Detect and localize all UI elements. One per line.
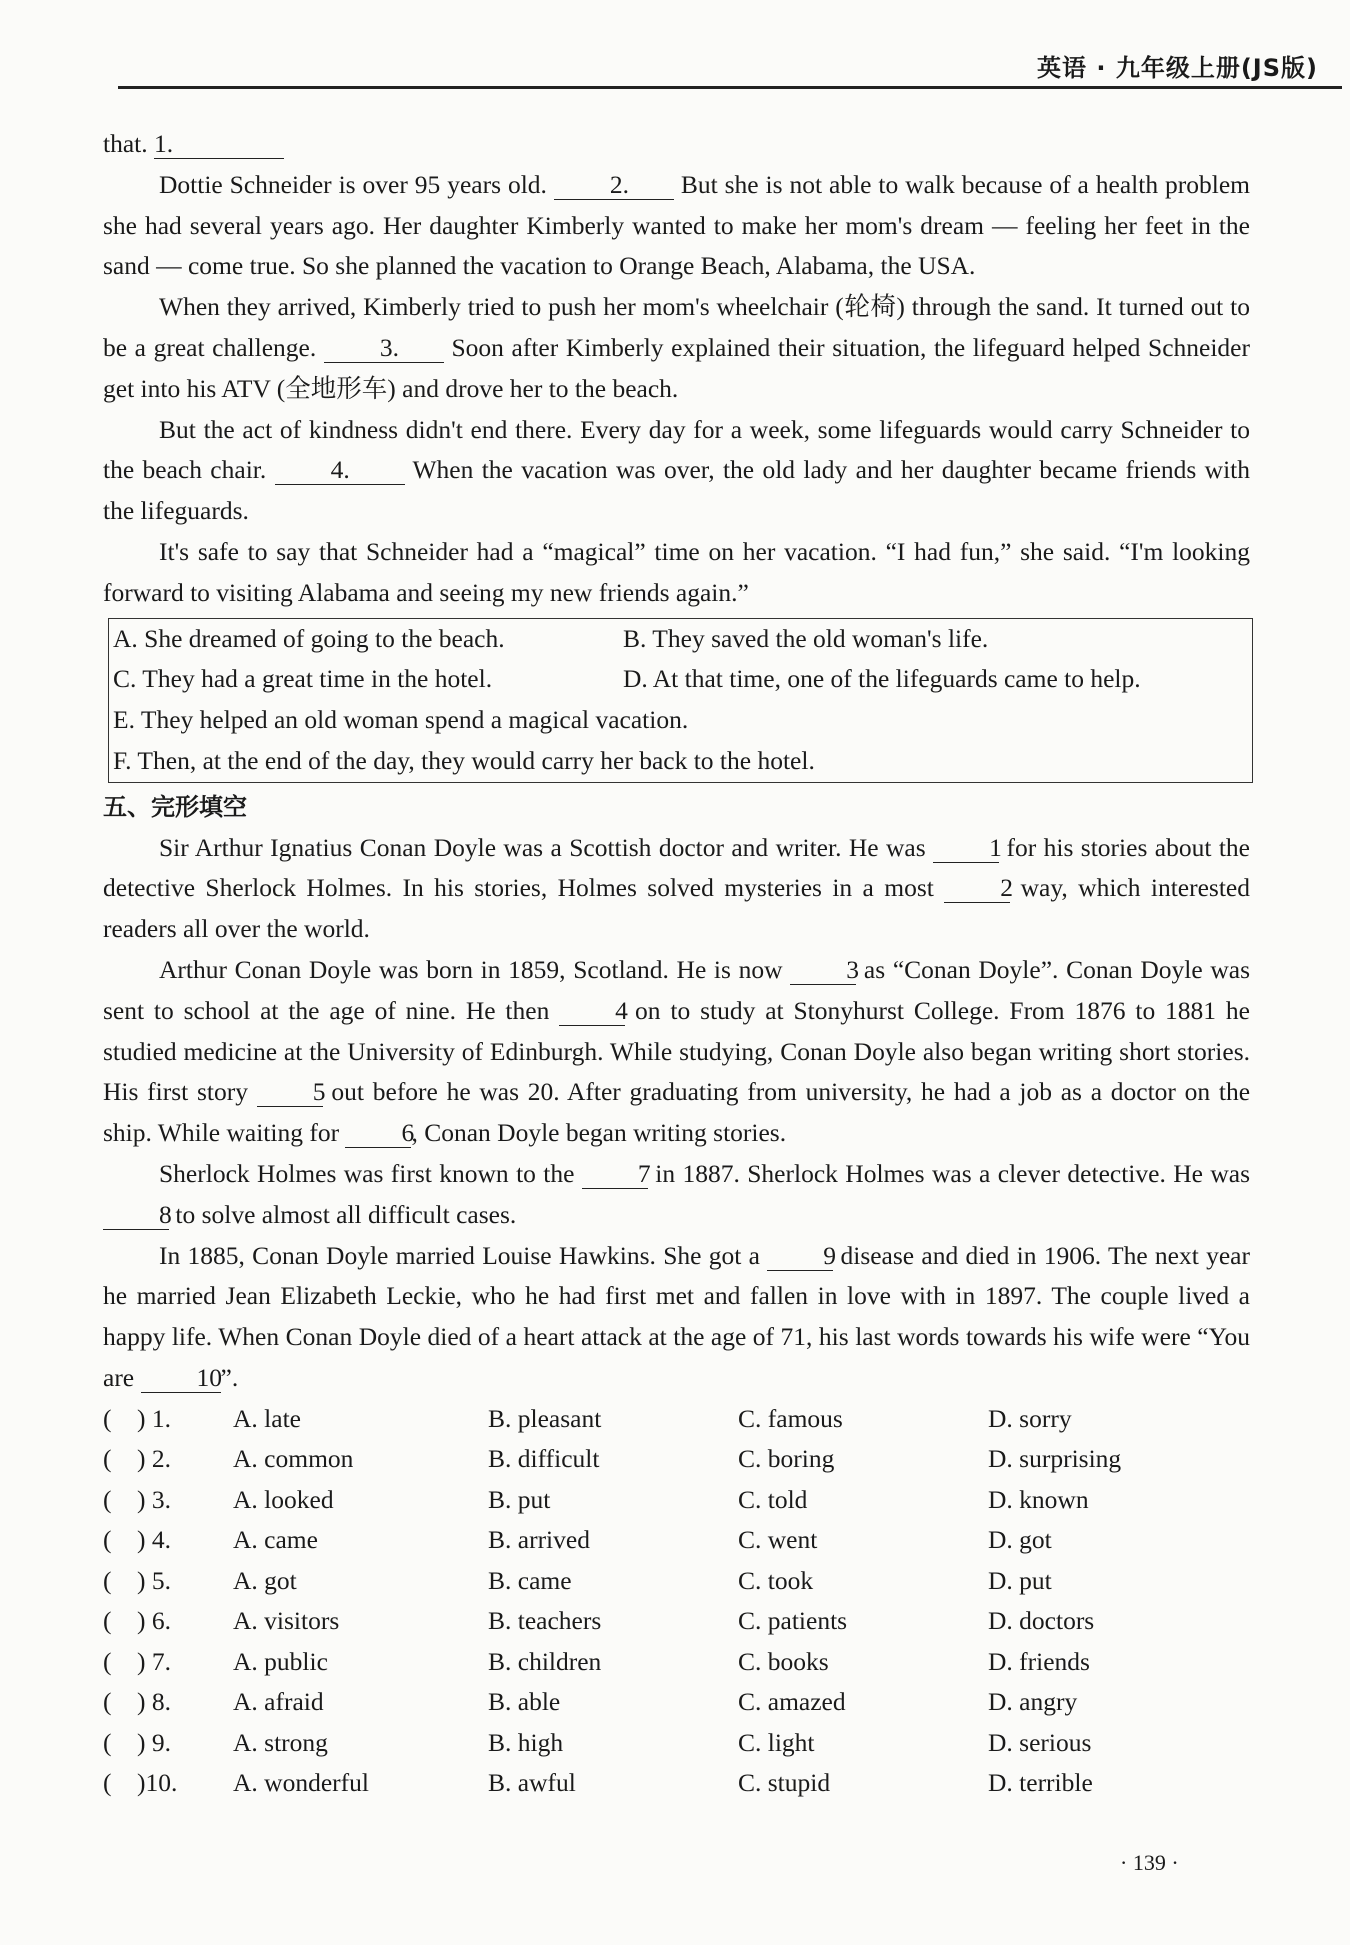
passage-text: When they arrived, Kimberly tried to push her mom's wheelchair (轮椅) through the sand. It turned out to be a great challenge. bbox=[103, 292, 1250, 362]
choice-d[interactable]: D. put bbox=[988, 1565, 1052, 1595]
question-number[interactable]: ( ) 9. bbox=[103, 1727, 171, 1757]
choice-c[interactable]: C. patients bbox=[738, 1606, 848, 1636]
answer-blank-2[interactable]: 2. bbox=[554, 171, 674, 200]
choice-b[interactable]: B. high bbox=[488, 1727, 564, 1757]
choice-b[interactable]: B. difficult bbox=[488, 1444, 600, 1474]
choice-c[interactable]: C. told bbox=[738, 1484, 808, 1514]
option-e: E. They helped an old woman spend a magical vacation. bbox=[113, 705, 689, 735]
cloze-blank-5[interactable]: 5 bbox=[257, 1078, 323, 1107]
question-row bbox=[103, 1520, 1250, 1561]
cloze-blank-6[interactable]: 6 bbox=[345, 1119, 411, 1148]
question-number[interactable]: ( ) 2. bbox=[103, 1444, 171, 1474]
answer-blank-4[interactable]: 4. bbox=[275, 456, 405, 485]
page-number: · 139 · bbox=[1120, 1850, 1179, 1875]
question-number[interactable]: ( ) 4. bbox=[103, 1525, 171, 1555]
cloze-blank-7[interactable]: 7 bbox=[582, 1160, 648, 1189]
choice-d[interactable]: D. terrible bbox=[988, 1768, 1093, 1798]
question-row bbox=[103, 1642, 1250, 1683]
options-row bbox=[113, 741, 1248, 782]
passage-paragraph-3 bbox=[103, 410, 1250, 532]
question-list bbox=[103, 1399, 1250, 1804]
choice-d[interactable]: D. surprising bbox=[988, 1444, 1122, 1474]
choice-a[interactable]: A. wonderful bbox=[233, 1768, 369, 1798]
choice-d[interactable]: D. serious bbox=[988, 1727, 1092, 1757]
options-row bbox=[113, 619, 1248, 660]
choice-a[interactable]: A. strong bbox=[233, 1727, 328, 1757]
cloze-text: to solve almost all difficult cases. bbox=[169, 1199, 517, 1229]
options-row bbox=[113, 700, 1248, 741]
book-title: 英语 · 九年级上册(JS版) bbox=[1037, 54, 1318, 82]
cloze-blank-10[interactable]: 10 bbox=[141, 1364, 221, 1393]
cloze-text: as “Conan Doyle”. Conan Doyle was sent to school at the age of nine. He then bbox=[103, 954, 1250, 1025]
choice-c[interactable]: C. famous bbox=[738, 1403, 843, 1433]
question-row bbox=[103, 1723, 1250, 1764]
cloze-text: In 1885, Conan Doyle married Louise Hawkins. She got a bbox=[159, 1240, 768, 1270]
cloze-text: Sir Arthur Ignatius Conan Doyle was a Scottish doctor and writer. He was bbox=[159, 832, 934, 862]
cloze-paragraph-2 bbox=[103, 950, 1250, 1154]
choice-a[interactable]: A. late bbox=[233, 1403, 301, 1433]
question-number[interactable]: ( )10. bbox=[103, 1768, 178, 1798]
cloze-text: way, which interested readers all over the world. bbox=[103, 873, 1250, 944]
choice-b[interactable]: B. teachers bbox=[488, 1606, 602, 1636]
choice-a[interactable]: A. public bbox=[233, 1646, 328, 1676]
question-row bbox=[103, 1682, 1250, 1723]
option-a: A. She dreamed of going to the beach. bbox=[113, 623, 505, 653]
page-content bbox=[103, 124, 1250, 1804]
choice-b[interactable]: B. put bbox=[488, 1484, 551, 1514]
cloze-text: ”. bbox=[220, 1362, 239, 1392]
choice-d[interactable]: D. angry bbox=[988, 1687, 1078, 1717]
choice-d[interactable]: D. sorry bbox=[988, 1403, 1072, 1433]
option-f: F. Then, at the end of the day, they would carry her back to the hotel. bbox=[113, 745, 815, 775]
passage-text: But she is not able to walk because of a health problem she had several years ago. Her daughter Kimberly wanted to make her mom's dream — feeling her feet in the sand — come true. So she planned the vacation to Orange Beach, Alabama, the USA. bbox=[103, 169, 1251, 281]
choice-b[interactable]: B. came bbox=[488, 1565, 572, 1595]
choice-a[interactable]: A. got bbox=[233, 1565, 297, 1595]
question-number[interactable]: ( ) 7. bbox=[103, 1646, 171, 1676]
page-header bbox=[0, 0, 1350, 92]
choice-a[interactable]: A. common bbox=[233, 1444, 354, 1474]
cloze-passage bbox=[103, 828, 1250, 1399]
passage-text: Soon after Kimberly explained their situation, the lifeguard helped Schneider get into his ATV (全地形车) and drove her to the beach. bbox=[103, 332, 1250, 403]
choice-a[interactable]: A. looked bbox=[233, 1484, 334, 1514]
choice-c[interactable]: C. light bbox=[738, 1727, 815, 1757]
question-row bbox=[103, 1601, 1250, 1642]
cloze-text: in 1887. Sherlock Holmes was a clever detective. He was bbox=[647, 1158, 1251, 1188]
choice-d[interactable]: D. known bbox=[988, 1484, 1089, 1514]
cloze-text: for his stories about the detective Sherlock Holmes. In his stories, Holmes solved mysteries in a most bbox=[103, 832, 1251, 903]
cloze-text: Arthur Conan Doyle was born in 1859, Scotland. He is now bbox=[159, 954, 791, 984]
question-row bbox=[103, 1561, 1250, 1602]
choice-b[interactable]: B. pleasant bbox=[488, 1403, 602, 1433]
cloze-paragraph-3 bbox=[103, 1154, 1250, 1236]
choice-b[interactable]: B. awful bbox=[488, 1768, 576, 1798]
option-c: C. They had a great time in the hotel. bbox=[113, 664, 493, 694]
passage-text: that. bbox=[103, 129, 154, 158]
choice-b[interactable]: B. children bbox=[488, 1646, 602, 1676]
question-row bbox=[103, 1439, 1250, 1480]
passage-paragraph-2 bbox=[103, 287, 1250, 409]
question-number[interactable]: ( ) 8. bbox=[103, 1687, 171, 1717]
cloze-text: out before he was 20. After graduating from university, he had a job as a doctor on the ship. While waiting for bbox=[103, 1077, 1251, 1148]
cloze-text: disease and died in 1906. The next year he married Jean Elizabeth Leckie, who he had first met and fallen in love with in 1897. The couple lived a happy life. When Conan Doyle died of a heart attack at the age of 71, his last words towards his wife were “You are bbox=[103, 1240, 1250, 1392]
header-rule bbox=[118, 86, 1342, 89]
passage-paragraph-4: It's safe to say that Schneider had a “magical” time on her vacation. “I had fun,” she said. “I'm looking forward to visiting Alabama and seeing my new friends again.” bbox=[103, 536, 1250, 607]
cloze-text: Sherlock Holmes was first known to the bbox=[159, 1158, 582, 1188]
cloze-text: on to study at Stonyhurst College. From 1876 to 1881 he studied medicine at the University of Edinburgh. While studying, Conan Doyle also began writing short stories. His first story bbox=[103, 995, 1250, 1107]
cloze-blank-8[interactable]: 8 bbox=[103, 1201, 169, 1230]
question-number[interactable]: ( ) 5. bbox=[103, 1565, 171, 1595]
section-heading: 五、完形填空 bbox=[103, 792, 247, 821]
answer-blank-1[interactable]: 1. bbox=[154, 130, 284, 159]
question-number[interactable]: ( ) 1. bbox=[103, 1403, 171, 1433]
cloze-blank-3[interactable]: 3 bbox=[790, 956, 856, 985]
choice-b[interactable]: B. arrived bbox=[488, 1525, 590, 1555]
choice-d[interactable]: D. got bbox=[988, 1525, 1052, 1555]
choice-c[interactable]: C. went bbox=[738, 1525, 818, 1555]
choice-d[interactable]: D. friends bbox=[988, 1646, 1090, 1676]
passage-paragraph-1 bbox=[103, 165, 1250, 287]
option-b: B. They saved the old woman's life. bbox=[623, 623, 989, 653]
question-number[interactable]: ( ) 3. bbox=[103, 1484, 171, 1514]
reading-passage bbox=[103, 124, 1250, 614]
options-row bbox=[113, 659, 1248, 700]
options-box bbox=[108, 618, 1253, 783]
passage-text: But the act of kindness didn't end there. Every day for a week, some lifeguards would carry Schneider to the beach chair. bbox=[103, 414, 1250, 485]
choice-c[interactable]: C. amazed bbox=[738, 1687, 846, 1717]
passage-line-0 bbox=[103, 124, 1250, 165]
question-row bbox=[103, 1763, 1250, 1804]
choice-d[interactable]: D. doctors bbox=[988, 1606, 1095, 1636]
cloze-text: , Conan Doyle began writing stories. bbox=[411, 1118, 787, 1148]
choice-c[interactable]: C. books bbox=[738, 1646, 829, 1676]
choice-c[interactable]: C. took bbox=[738, 1565, 814, 1595]
cloze-blank-1[interactable]: 1 bbox=[933, 834, 999, 863]
choice-a[interactable]: A. visitors bbox=[233, 1606, 340, 1636]
passage-text: When the vacation was over, the old lady and her daughter became friends with the lifeguards. bbox=[103, 455, 1250, 526]
question-row bbox=[103, 1399, 1250, 1440]
passage-text: Dottie Schneider is over 95 years old. bbox=[159, 169, 554, 199]
question-row bbox=[103, 1480, 1250, 1521]
choice-b[interactable]: B. able bbox=[488, 1687, 561, 1717]
choice-c[interactable]: C. stupid bbox=[738, 1768, 831, 1798]
cloze-paragraph-1 bbox=[103, 828, 1250, 950]
question-number[interactable]: ( ) 6. bbox=[103, 1606, 171, 1636]
answer-blank-3[interactable]: 3. bbox=[324, 334, 444, 363]
choice-a[interactable]: A. afraid bbox=[233, 1687, 324, 1717]
cloze-blank-2[interactable]: 2 bbox=[944, 874, 1010, 903]
cloze-blank-4[interactable]: 4 bbox=[559, 997, 625, 1026]
cloze-blank-9[interactable]: 9 bbox=[767, 1242, 833, 1271]
choice-c[interactable]: C. boring bbox=[738, 1444, 835, 1474]
option-d: D. At that time, one of the lifeguards came to help. bbox=[623, 664, 1141, 694]
cloze-paragraph-4 bbox=[103, 1236, 1250, 1399]
choice-a[interactable]: A. came bbox=[233, 1525, 318, 1555]
